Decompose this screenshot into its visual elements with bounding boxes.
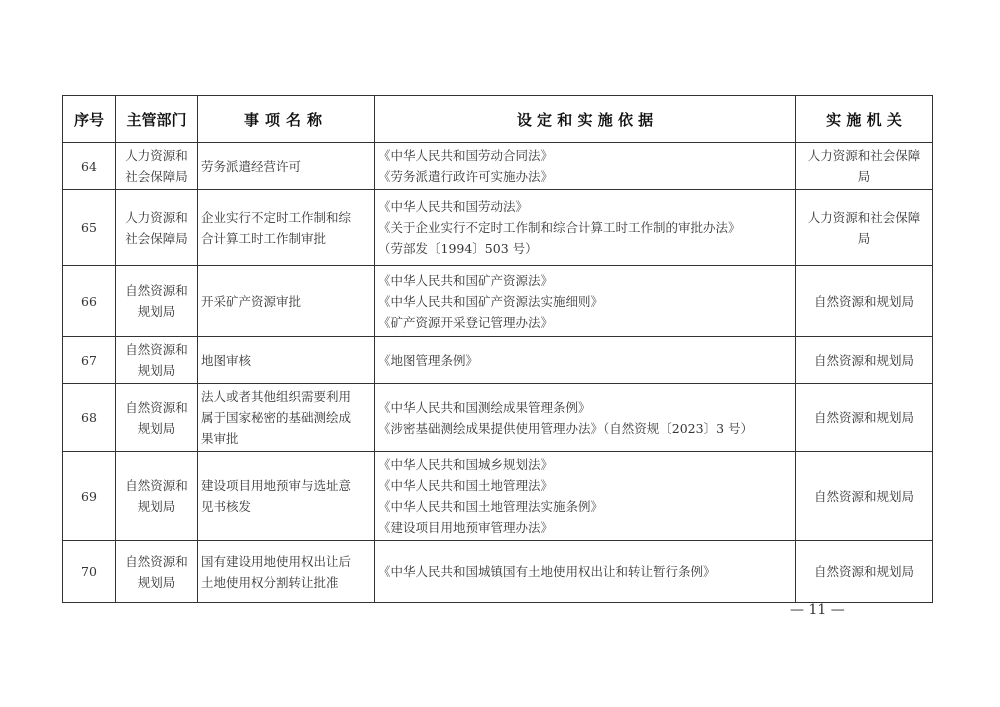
table-row (63, 266, 933, 337)
table-header-row (63, 96, 933, 143)
row-department (116, 190, 198, 266)
row-department-line: 规划局 (137, 304, 176, 319)
table-row (63, 384, 933, 452)
row-number: 69 (63, 452, 116, 541)
row-department (116, 452, 198, 541)
row-basis-line: 《中华人民共和国土地管理法》 (378, 478, 554, 493)
header-basis: 设 定 和 实 施 依 据 (375, 96, 796, 143)
row-agency-line: 自然资源和规划局 (813, 410, 914, 425)
row-department (116, 143, 198, 190)
row-basis-line: 《建设项目用地预审管理办法》 (378, 520, 554, 535)
row-basis (375, 337, 796, 384)
row-basis-line: 《劳务派遣行政许可实施办法》 (378, 169, 554, 184)
table-row (63, 190, 933, 266)
row-basis (375, 190, 796, 266)
row-department-line: 人力资源和 (125, 209, 188, 225)
row-agency-line: 局 (857, 169, 871, 184)
table-row (63, 143, 933, 190)
row-basis-line: 《中华人民共和国城镇国有土地使用权出让和转让暂行条例》 (378, 564, 716, 579)
row-department (116, 541, 198, 603)
row-basis-line: 《地图管理条例》 (378, 352, 479, 368)
row-item-name (198, 541, 375, 603)
header-dept: 主管部门 (116, 96, 198, 143)
row-department-line: 自然资源和 (125, 342, 188, 357)
row-item-name-line: 地图审核 (201, 352, 252, 368)
header-agency: 实 施 机 关 (796, 96, 933, 143)
row-agency (796, 337, 933, 384)
row-basis-line: （劳部发〔1994〕503 号） (378, 241, 538, 256)
row-item-name (198, 266, 375, 337)
row-item-name-line: 土地使用权分割转让批准 (201, 574, 339, 590)
row-item-name-line: 合计算工时工作制审批 (201, 230, 327, 246)
row-basis-line: 《中华人民共和国矿产资源法》 (378, 272, 554, 288)
row-number: 66 (63, 266, 116, 337)
row-department-line: 自然资源和 (125, 553, 188, 569)
catalog-table (62, 95, 933, 603)
row-number: 68 (63, 384, 116, 452)
row-basis-line: 《中华人民共和国测绘成果管理条例》 (378, 399, 591, 415)
row-basis (375, 384, 796, 452)
header-name: 事项名称 (198, 96, 375, 143)
row-item-name-line: 企业实行不定时工作制和综 (201, 209, 352, 225)
table-row (63, 541, 933, 603)
row-item-name-line: 国有建设用地使用权出让后 (201, 553, 352, 569)
row-department (116, 384, 198, 452)
page-number: — 11 — (790, 602, 845, 618)
row-department-line: 人力资源和 (125, 148, 188, 163)
row-agency-line: 自然资源和规划局 (813, 564, 914, 579)
row-number: 70 (63, 541, 116, 603)
row-department-line: 社会保障局 (125, 169, 188, 184)
row-department-line: 规划局 (137, 499, 176, 514)
row-item-name-line: 果审批 (201, 431, 239, 446)
row-department-line: 自然资源和 (125, 399, 188, 415)
row-agency-line: 人力资源和社会保障 (807, 148, 921, 163)
row-basis-line: 《关于企业实行不定时工作制和综合计算工时工作制的审批办法》 (378, 220, 741, 235)
row-agency (796, 384, 933, 452)
row-department-line: 规划局 (137, 420, 176, 436)
row-basis-line: 《中华人民共和国土地管理法实施条例》 (378, 499, 604, 514)
row-basis (375, 452, 796, 541)
row-basis-line: 《中华人民共和国矿产资源法实施细则》 (378, 293, 604, 309)
table-row (63, 452, 933, 541)
row-item-name-line: 见书核发 (201, 499, 252, 514)
row-basis (375, 143, 796, 190)
row-number: 67 (63, 337, 116, 384)
row-agency-line: 自然资源和规划局 (813, 293, 914, 309)
row-item-name-line: 属于国家秘密的基础测绘成 (201, 410, 352, 425)
row-agency-line: 自然资源和规划局 (813, 488, 914, 504)
row-department (116, 266, 198, 337)
row-agency (796, 190, 933, 266)
row-department-line: 自然资源和 (125, 478, 188, 493)
row-number: 64 (63, 143, 116, 190)
row-number: 65 (63, 190, 116, 266)
row-item-name-line: 建设项目用地预审与选址意 (201, 478, 352, 493)
row-basis (375, 266, 796, 337)
row-agency (796, 266, 933, 337)
row-basis-line: 《矿产资源开采登记管理办法》 (378, 314, 554, 330)
row-item-name-line: 劳务派遣经营许可 (201, 158, 302, 174)
row-department-line: 规划局 (137, 574, 176, 590)
row-item-name (198, 143, 375, 190)
row-basis-line: 《中华人民共和国劳动法》 (378, 199, 529, 214)
row-agency (796, 541, 933, 603)
row-item-name (198, 337, 375, 384)
row-basis-line: 《涉密基础测绘成果提供使用管理办法》（自然资规〔2023〕3 号） (378, 420, 753, 436)
row-agency (796, 452, 933, 541)
row-department-line: 社会保障局 (125, 230, 188, 246)
row-agency-line: 人力资源和社会保障 (807, 209, 921, 225)
row-basis-line: 《中华人民共和国城乡规划法》 (378, 457, 554, 472)
row-agency (796, 143, 933, 190)
row-item-name (198, 452, 375, 541)
row-department (116, 337, 198, 384)
row-agency-line: 局 (857, 230, 871, 246)
row-item-name (198, 384, 375, 452)
row-item-name-line: 法人或者其他组织需要利用 (201, 389, 352, 404)
table-row (63, 337, 933, 384)
row-basis (375, 541, 796, 603)
row-agency-line: 自然资源和规划局 (813, 352, 914, 368)
row-department-line: 自然资源和 (125, 283, 188, 298)
row-basis-line: 《中华人民共和国劳动合同法》 (378, 148, 554, 163)
header-num: 序号 (63, 96, 116, 143)
row-item-name (198, 190, 375, 266)
row-item-name-line: 开采矿产资源审批 (201, 293, 302, 309)
table-body (63, 143, 933, 603)
row-department-line: 规划局 (137, 363, 176, 378)
